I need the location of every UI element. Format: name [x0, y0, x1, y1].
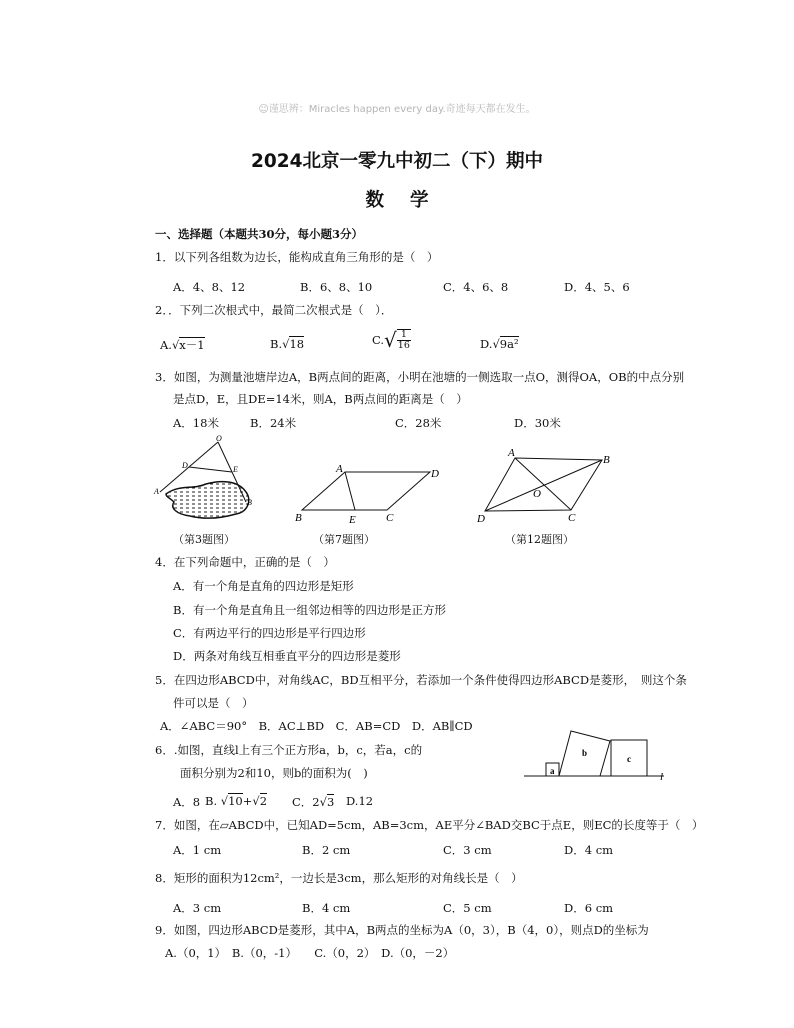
- q8-option-b: B．4 cm: [302, 901, 351, 915]
- parallelogram-ABCD: [302, 472, 430, 510]
- q6-line1: 6．.如图，直线l上有三个正方形a，b，c，若a，c的: [155, 743, 423, 757]
- q2-option-c-numerator: 1: [397, 330, 411, 341]
- figure-6: [520, 718, 670, 782]
- q6-option-a: A．8: [173, 795, 201, 809]
- q2-option-b-radicand: 18: [289, 337, 305, 351]
- q2-option-d-prefix: D.: [480, 337, 493, 351]
- q2-option-d-radicand: 9a²: [499, 337, 519, 351]
- q2-option-b: [270, 337, 304, 351]
- label-D: D: [477, 513, 485, 525]
- label-E: E: [233, 465, 238, 474]
- label-a: a: [550, 766, 555, 776]
- label-A: A: [336, 463, 343, 475]
- q7-option-d: D．4 cm: [564, 843, 614, 857]
- sqrt-icon: √: [319, 795, 327, 809]
- paper-subject: 数学: [365, 190, 455, 211]
- q2-option-c-prefix: C.: [372, 333, 385, 347]
- q6-option-c-prefix: C．2: [292, 795, 320, 809]
- q2-option-a-prefix: A.: [160, 338, 172, 352]
- q8-option-a: A．3 cm: [173, 901, 222, 915]
- q6-option-c: [292, 794, 334, 810]
- sqrt-icon: √: [492, 337, 500, 351]
- q9-options: A.（0，1） B.（0，-1） C.（0，2） D.（0，－2）: [165, 946, 455, 960]
- q3-option-c: C．28米: [395, 416, 442, 430]
- q6-line2: 面积分别为2和10，则b的面积为( ): [180, 766, 368, 780]
- q6-option-d: D.12: [346, 794, 374, 808]
- figure-7: [290, 458, 450, 526]
- q4-option-d: D．两条对角线互相垂直平分的四边形是菱形: [173, 649, 401, 663]
- label-A: A: [154, 487, 159, 496]
- q8-option-c: C．5 cm: [443, 901, 492, 915]
- q3-option-d: D．30米: [514, 416, 561, 430]
- pond-shape: [166, 482, 249, 519]
- label-l: l: [660, 771, 664, 782]
- q6-option-b-plus: +: [242, 794, 253, 808]
- sqrt-icon: √: [282, 337, 290, 351]
- diagonal-BD: [485, 460, 602, 511]
- q7-option-a: A．1 cm: [173, 843, 222, 857]
- figure-3: [150, 434, 260, 526]
- q4-option-a: A．有一个角是直角的四边形是矩形: [173, 579, 354, 593]
- q2-option-c-denominator: 16: [397, 340, 410, 351]
- q6-option-b-radicand1: 10: [228, 794, 243, 808]
- q2-option-c: [372, 328, 411, 352]
- label-D: D: [431, 468, 439, 480]
- q5-line2: 件可以是（ ）: [173, 696, 254, 710]
- segment-AE: [345, 472, 355, 510]
- q2-option-a-radicand: x－1: [179, 338, 205, 352]
- label-E: E: [349, 514, 356, 526]
- section-heading: 一、选择题（本题共30分，每小题3分）: [155, 227, 364, 241]
- figure-12-caption: （第12题图）: [505, 533, 574, 546]
- q1-option-d: D．4、5、6: [564, 280, 630, 294]
- sqrt-icon: √: [220, 794, 229, 808]
- label-C: C: [568, 512, 576, 524]
- label-B: B: [247, 498, 252, 507]
- label-O: O: [533, 488, 541, 500]
- label-A: A: [508, 447, 515, 459]
- q1-stem: 1．以下列各组数为边长，能构成直角三角形的是（ ）: [155, 250, 439, 264]
- q2-option-d: [480, 337, 519, 351]
- q3-option-b: B．24米: [250, 416, 297, 430]
- q4-stem: 4．在下列命题中，正确的是（ ）: [155, 555, 335, 569]
- segment-DE: [189, 467, 232, 472]
- watermark: ☺谨思辨：Miracles happen every day.奇迹每天都在发生。: [258, 104, 536, 115]
- q8-stem: 8．矩形的面积为12cm²，一边长是3cm，那么矩形的对角线长是（ ）: [155, 871, 523, 885]
- q2-option-b-prefix: B.: [270, 337, 283, 351]
- label-B: B: [295, 512, 302, 524]
- label-O: O: [216, 434, 222, 443]
- sqrt-icon: √: [171, 338, 180, 352]
- paper-title: 2024北京一零九中初二（下）期中: [251, 151, 543, 172]
- q3-line2: 是点D，E，且DE=14米，则A，B两点间的距离是（ ）: [173, 392, 468, 406]
- q3-option-a: A．18米: [173, 416, 219, 430]
- q1-option-a: A．4、8、12: [173, 280, 246, 294]
- q6-option-b-radicand2: 2: [259, 794, 268, 808]
- q6-option-b: [205, 794, 267, 808]
- q2-option-a: [160, 337, 205, 353]
- q8-option-d: D．6 cm: [564, 901, 614, 915]
- q7-stem: 7．如图，在▱ABCD中，已知AD=5cm，AB=3cm，AE平分∠BAD交BC于点E，则EC的长度等于（ ）: [155, 818, 704, 832]
- q1-option-b: B．6、8、10: [300, 280, 373, 294]
- q6-option-b-prefix: B.: [205, 794, 218, 808]
- sqrt-icon: √: [252, 794, 260, 808]
- q9-stem: 9．如图，四边形ABCD是菱形，其中A，B两点的坐标为A（0，3），B（4，0），则点D的坐标为: [155, 923, 649, 937]
- figure-3-caption: （第3题图）: [173, 533, 235, 546]
- q6-option-c-radicand: 3: [326, 795, 335, 809]
- q2-stem: 2．．下列二次根式中，最简二次根式是（ ）．: [155, 303, 393, 317]
- q4-option-c: C．有两边平行的四边形是平行四边形: [173, 626, 366, 640]
- figure-7-caption: （第7题图）: [313, 533, 375, 546]
- q3-line1: 3．如图，为测量池塘岸边A，B两点间的距离，小明在池塘的一侧选取一点O，测得OA，OB的中点分别: [155, 370, 685, 384]
- q5-line1: 5．在四边形ABCD中，对角线AC，BD互相平分，若添加一个条件使得四边形ABCD是菱形， 则这个条: [155, 673, 687, 687]
- q4-option-b: B．有一个角是直角且一组邻边相等的四边形是正方形: [173, 603, 446, 617]
- label-D: D: [182, 461, 188, 470]
- q1-option-c: C．4、6、8: [443, 280, 509, 294]
- label-B: B: [603, 454, 610, 466]
- label-C: C: [386, 512, 394, 524]
- q7-option-b: B．2 cm: [302, 843, 351, 857]
- sqrt-icon: √: [384, 328, 397, 352]
- q5-options: A．∠ABC＝90° B．AC⊥BD C．AB=CD D．AB∥CD: [160, 719, 473, 733]
- figure-12: [470, 444, 620, 528]
- label-c: c: [627, 754, 631, 764]
- label-b: b: [582, 748, 588, 758]
- q7-option-c: C．3 cm: [443, 843, 492, 857]
- diagonal-AC: [515, 458, 571, 510]
